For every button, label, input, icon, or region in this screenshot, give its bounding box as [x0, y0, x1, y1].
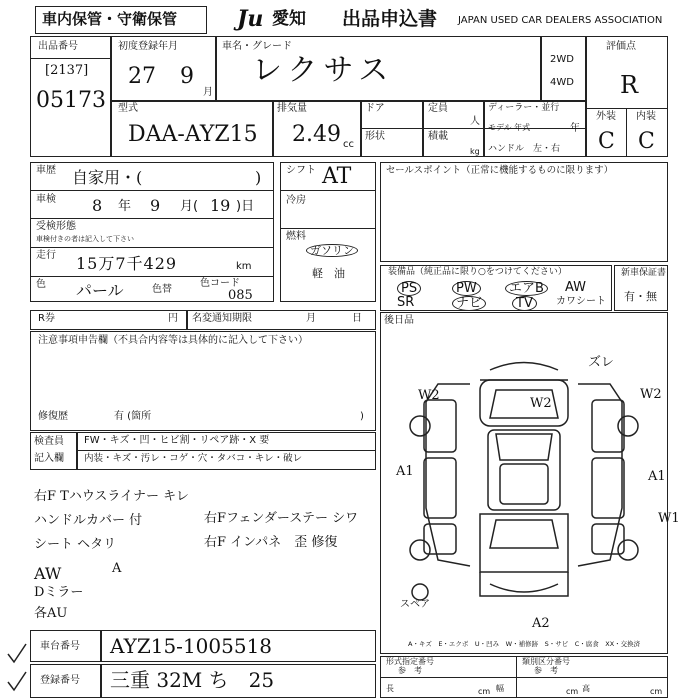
mark-w2-left: W2 [418, 388, 440, 403]
drive-2wd: 2WD [550, 54, 574, 65]
repair-value: 有 (箇所 [114, 411, 152, 422]
shaken-day-word: )日 [236, 199, 255, 214]
mileage-unit: km [236, 261, 252, 272]
first-reg-label: 初度登録年月 [118, 41, 178, 52]
after-items-label: 後日品 [384, 315, 414, 326]
reception-label: 受検形態 [36, 221, 76, 232]
equip-leather: カワシート [556, 296, 606, 307]
shape-label: 形状 [365, 131, 385, 142]
reg-notice-day: 日 [352, 313, 362, 324]
mark-zure: ズレ [588, 355, 615, 370]
model-value: DAA-AYZ15 [128, 122, 258, 147]
note-seat: シート ヘタリ [34, 537, 117, 552]
ju-logo: Ju [237, 6, 264, 32]
car-damage-diagram [380, 330, 668, 630]
repair-close: ) [360, 411, 364, 422]
displacement-value: 2.49 [292, 122, 341, 147]
inspector-label: 検査員 [34, 436, 64, 447]
note-aw-grade: A [112, 561, 122, 576]
color-code-value: 085 [228, 288, 253, 303]
reg-notice-label: 名変通知期限 [192, 313, 252, 324]
damage-legend: A・キズ E・エクボ U・凹み W・補修跡 S・サビ C・腐食 XX・交換済 [408, 640, 641, 648]
mileage-label: 走行 [36, 250, 56, 261]
fuel-diesel: 軽 油 [312, 267, 345, 280]
capacity-label: 定員 [428, 103, 448, 114]
lot-number-label: 出品番号 [38, 41, 78, 52]
history-close: ) [255, 168, 262, 187]
load-unit: kg [470, 147, 480, 156]
history-label: 車歴 [36, 165, 56, 176]
drive-4wd: 4WD [550, 77, 574, 88]
chassis-label: 車台番号 [40, 641, 80, 652]
length-label: 長 [386, 684, 394, 693]
warranty-options: 有・無 [624, 290, 657, 303]
lot-number: 05173 [36, 88, 106, 113]
shift-value: AT [322, 164, 352, 189]
spec-ref: 参 考 [398, 666, 422, 675]
equip-ps: PS [397, 281, 421, 296]
note-fender-stay: 右Fフェンダーステー シワ [204, 511, 359, 526]
chassis-value: AYZ15-1005518 [110, 634, 273, 658]
width-unit: cm [566, 687, 579, 696]
storage-label: 車内保管・守衛保管 [42, 10, 178, 28]
r-yen: 円 [168, 313, 178, 324]
mark-a1-left: A1 [396, 464, 414, 479]
car-name-label: 車名・グレード [222, 41, 292, 52]
score-value: R [620, 71, 639, 99]
equip-pw: PW [452, 281, 481, 296]
equip-navi: ナビ [452, 296, 486, 311]
class-number-label: 類別区分番号 [522, 657, 570, 666]
shaken-year-word: 年 [118, 199, 132, 214]
cooler-label: 冷房 [286, 195, 306, 206]
class-ref: 参 考 [534, 666, 558, 675]
fuel-label: 燃料 [286, 231, 306, 242]
shaken-label: 車検 [36, 194, 56, 205]
mark-w2-top: W2 [530, 396, 552, 411]
width-label: 幅 [496, 684, 504, 693]
lot-bracket: [2137] [45, 63, 89, 78]
shaken-month: 9 [150, 196, 161, 215]
shift-label: シフト [286, 165, 316, 176]
mark-w2-right: W2 [640, 387, 662, 402]
shaken-month-word: 月( [180, 199, 199, 214]
fuel-gasoline: ガソリン [306, 244, 358, 257]
reg-notice-month: 月 [306, 313, 316, 324]
plate-label: 登録番号 [40, 675, 80, 686]
car-name-value: レクサス [252, 53, 395, 88]
equipment-label: 装備品（純正品に限り○をつけてください） [388, 267, 567, 277]
mark-w1-right: W1 [658, 511, 680, 526]
color-change-label: 色替 [152, 284, 172, 295]
color-code-label: 色コード [200, 278, 240, 289]
exterior-value: C [598, 129, 615, 154]
association-name: JAPAN USED CAR DEALERS ASSOCIATION [458, 15, 663, 26]
equip-tv: TV [512, 296, 537, 311]
plate-value: 三重 32M ち 25 [110, 668, 275, 692]
notes-frame [30, 331, 376, 431]
model-year-label: モデル 年式 [488, 123, 531, 132]
load-label: 積載 [428, 131, 448, 142]
note-door-mirror: Dミラー [34, 585, 84, 600]
warranty-label: 新車保証書 [621, 268, 667, 278]
score-label: 評価点 [606, 41, 636, 52]
capacity-unit: 人 [470, 116, 480, 127]
mark-a2-rear: A2 [532, 616, 550, 631]
spare-label: スペア [400, 599, 430, 610]
sales-frame [380, 162, 668, 262]
note-handle-cover: ハンドルカバー 付 [34, 513, 143, 528]
equip-airbag: エアB [505, 281, 548, 296]
reception-sub: 車検付きの者は記入して下さい [36, 235, 134, 243]
document-title: 出品申込書 [342, 8, 438, 30]
first-reg-year: 27 [128, 64, 156, 89]
mark-a1-right: A1 [648, 469, 666, 484]
note-aw: AW [34, 564, 62, 583]
repair-label: 修復歴 [38, 411, 68, 422]
check-marks [4, 640, 30, 696]
color-value: パール [76, 281, 124, 300]
inspector-line1: FW・キズ・凹・ヒビ割・リペア跡・X 要 [84, 435, 270, 446]
displacement-label: 排気量 [277, 103, 307, 114]
exterior-label: 外装 [596, 111, 616, 122]
shaken-year: 8 [92, 196, 103, 215]
org-name: 愛知 [272, 9, 306, 29]
entry-label: 記入欄 [34, 453, 64, 464]
note-rf-liner: 右F Tハウスライナー キレ [34, 489, 190, 504]
length-unit: cm [478, 687, 491, 696]
model-label: 型式 [118, 103, 138, 114]
dealer-label: ディーラー・並行 [488, 103, 560, 113]
note-each-au: 各AU [34, 606, 68, 621]
r-ticket-label: R券 [38, 313, 55, 324]
mileage-value: 15万7千429 [76, 254, 178, 273]
equip-sr: SR [397, 295, 415, 310]
interior-value: C [638, 129, 655, 154]
height-unit: cm [650, 687, 663, 696]
notes-label: 注意事項申告欄（不具合内容等は具体的に記入して下さい） [38, 335, 308, 346]
year-unit: 年 [570, 123, 580, 134]
height-label: 高 [582, 684, 590, 693]
sales-point-label: セールスポイント（正常に機能するものに限ります） [386, 165, 614, 176]
interior-label: 内装 [636, 111, 656, 122]
first-reg-month: 9 [180, 64, 194, 89]
shaken-day: 19 [210, 196, 231, 215]
spec-number-label: 形式指定番号 [386, 657, 434, 666]
color-label: 色 [36, 279, 46, 290]
door-label: ドア [365, 103, 385, 114]
equip-aw: AW [565, 280, 587, 295]
month-unit: 月 [203, 87, 213, 98]
history-value: 自家用・( [72, 168, 143, 187]
handle-label: ハンドル 左・右 [488, 144, 561, 154]
inspector-line2: 内装・キズ・汚レ・コゲ・穴・タバコ・キレ・破レ [84, 453, 303, 464]
displacement-unit: cc [343, 139, 354, 150]
note-instrument-panel: 右F インパネ 歪 修復 [204, 535, 338, 550]
